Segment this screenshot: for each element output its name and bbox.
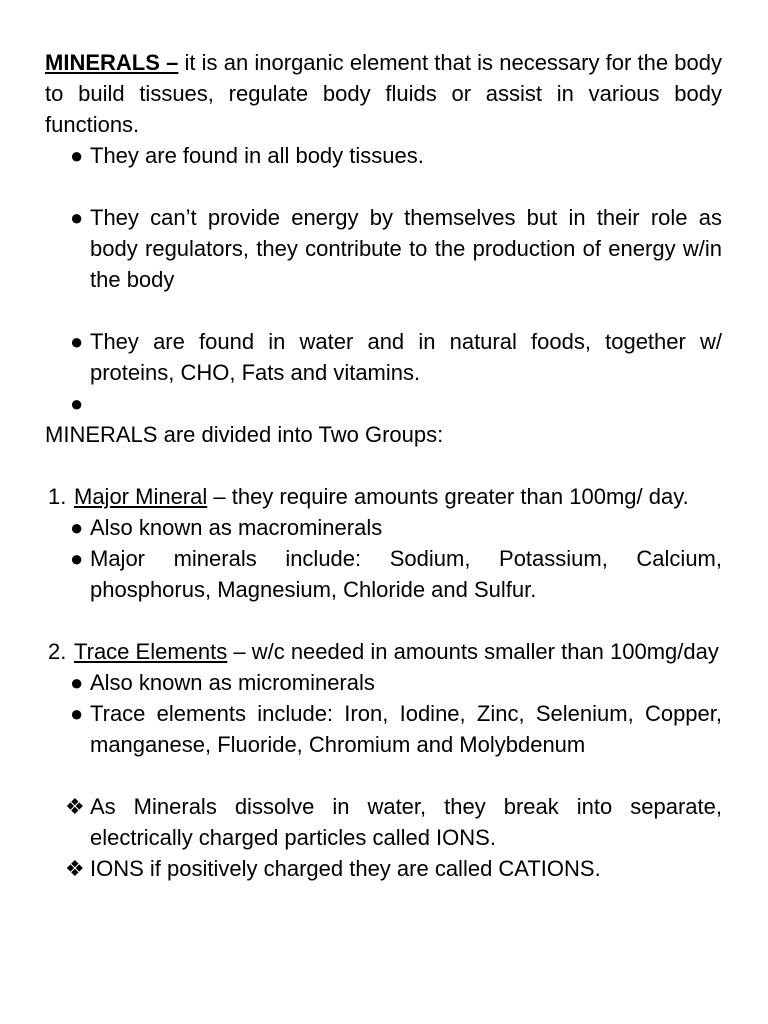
groups-heading: MINERALS are divided into Two Groups: <box>45 422 444 447</box>
bullet-item <box>45 140 722 171</box>
ions-item <box>45 791 722 853</box>
bullet-item <box>45 326 722 388</box>
bullet-item <box>45 543 722 605</box>
intro-definition: it is an inorganic element that is necessary for the body to build tissues, regulate body fluids or assist in various body functions. <box>45 50 722 137</box>
ions-item <box>45 853 722 884</box>
bullet-text: Trace elements include: Iron, Iodine, Zinc, Selenium, Copper, manganese, Fluoride, Chromium and Molybdenum <box>90 701 722 757</box>
group-number: 1. <box>48 484 67 509</box>
diamond-bullet-icon: ❖ <box>65 856 85 881</box>
intro-paragraph <box>45 47 722 140</box>
bullet-item-empty <box>45 388 722 419</box>
group-description: – they require amounts greater than 100mg/ day. <box>207 484 689 509</box>
bullet-symbol: ● <box>70 143 84 168</box>
bullet-symbol: ● <box>70 701 84 726</box>
group-text <box>74 481 722 512</box>
bullet-symbol: ● <box>70 670 84 695</box>
bullet-symbol: ● <box>70 205 84 230</box>
bullet-item <box>45 202 722 295</box>
group-name: Trace Elements <box>74 639 228 664</box>
group-major-mineral <box>45 481 722 512</box>
diamond-bullet-icon: ❖ <box>65 794 85 819</box>
ions-text: As Minerals dissolve in water, they break into separate, electrically charged particles called IONS. <box>90 794 722 850</box>
group-text <box>74 636 722 667</box>
group-trace-elements <box>45 636 722 667</box>
ions-text: IONS if positively charged they are called CATIONS. <box>90 856 601 881</box>
minerals-title: MINERALS – <box>45 50 179 75</box>
bullet-text: They are found in all body tissues. <box>90 143 424 168</box>
bullet-text: Major minerals include: Sodium, Potassium, Calcium, phosphorus, Magnesium, Chloride and Sulfur. <box>90 546 722 602</box>
bullet-item <box>45 698 722 760</box>
bullet-symbol: ● <box>70 329 84 354</box>
bullet-item <box>45 512 722 543</box>
bullet-text: Also known as macrominerals <box>90 515 383 540</box>
bullet-text: They can’t provide energy by themselves but in their role as body regulators, they contribute to the production of energy w/in the body <box>90 205 722 292</box>
group-name: Major Mineral <box>74 484 208 509</box>
bullet-item <box>45 667 722 698</box>
bullet-symbol: ● <box>70 391 84 416</box>
group-number: 2. <box>48 639 67 664</box>
bullet-symbol: ● <box>70 546 84 571</box>
bullet-symbol: ● <box>70 515 84 540</box>
group-description: – w/c needed in amounts smaller than 100mg/day <box>227 639 719 664</box>
bullet-text: They are found in water and in natural foods, together w/ proteins, CHO, Fats and vitamins. <box>90 329 722 385</box>
bullet-text: Also known as microminerals <box>90 670 375 695</box>
